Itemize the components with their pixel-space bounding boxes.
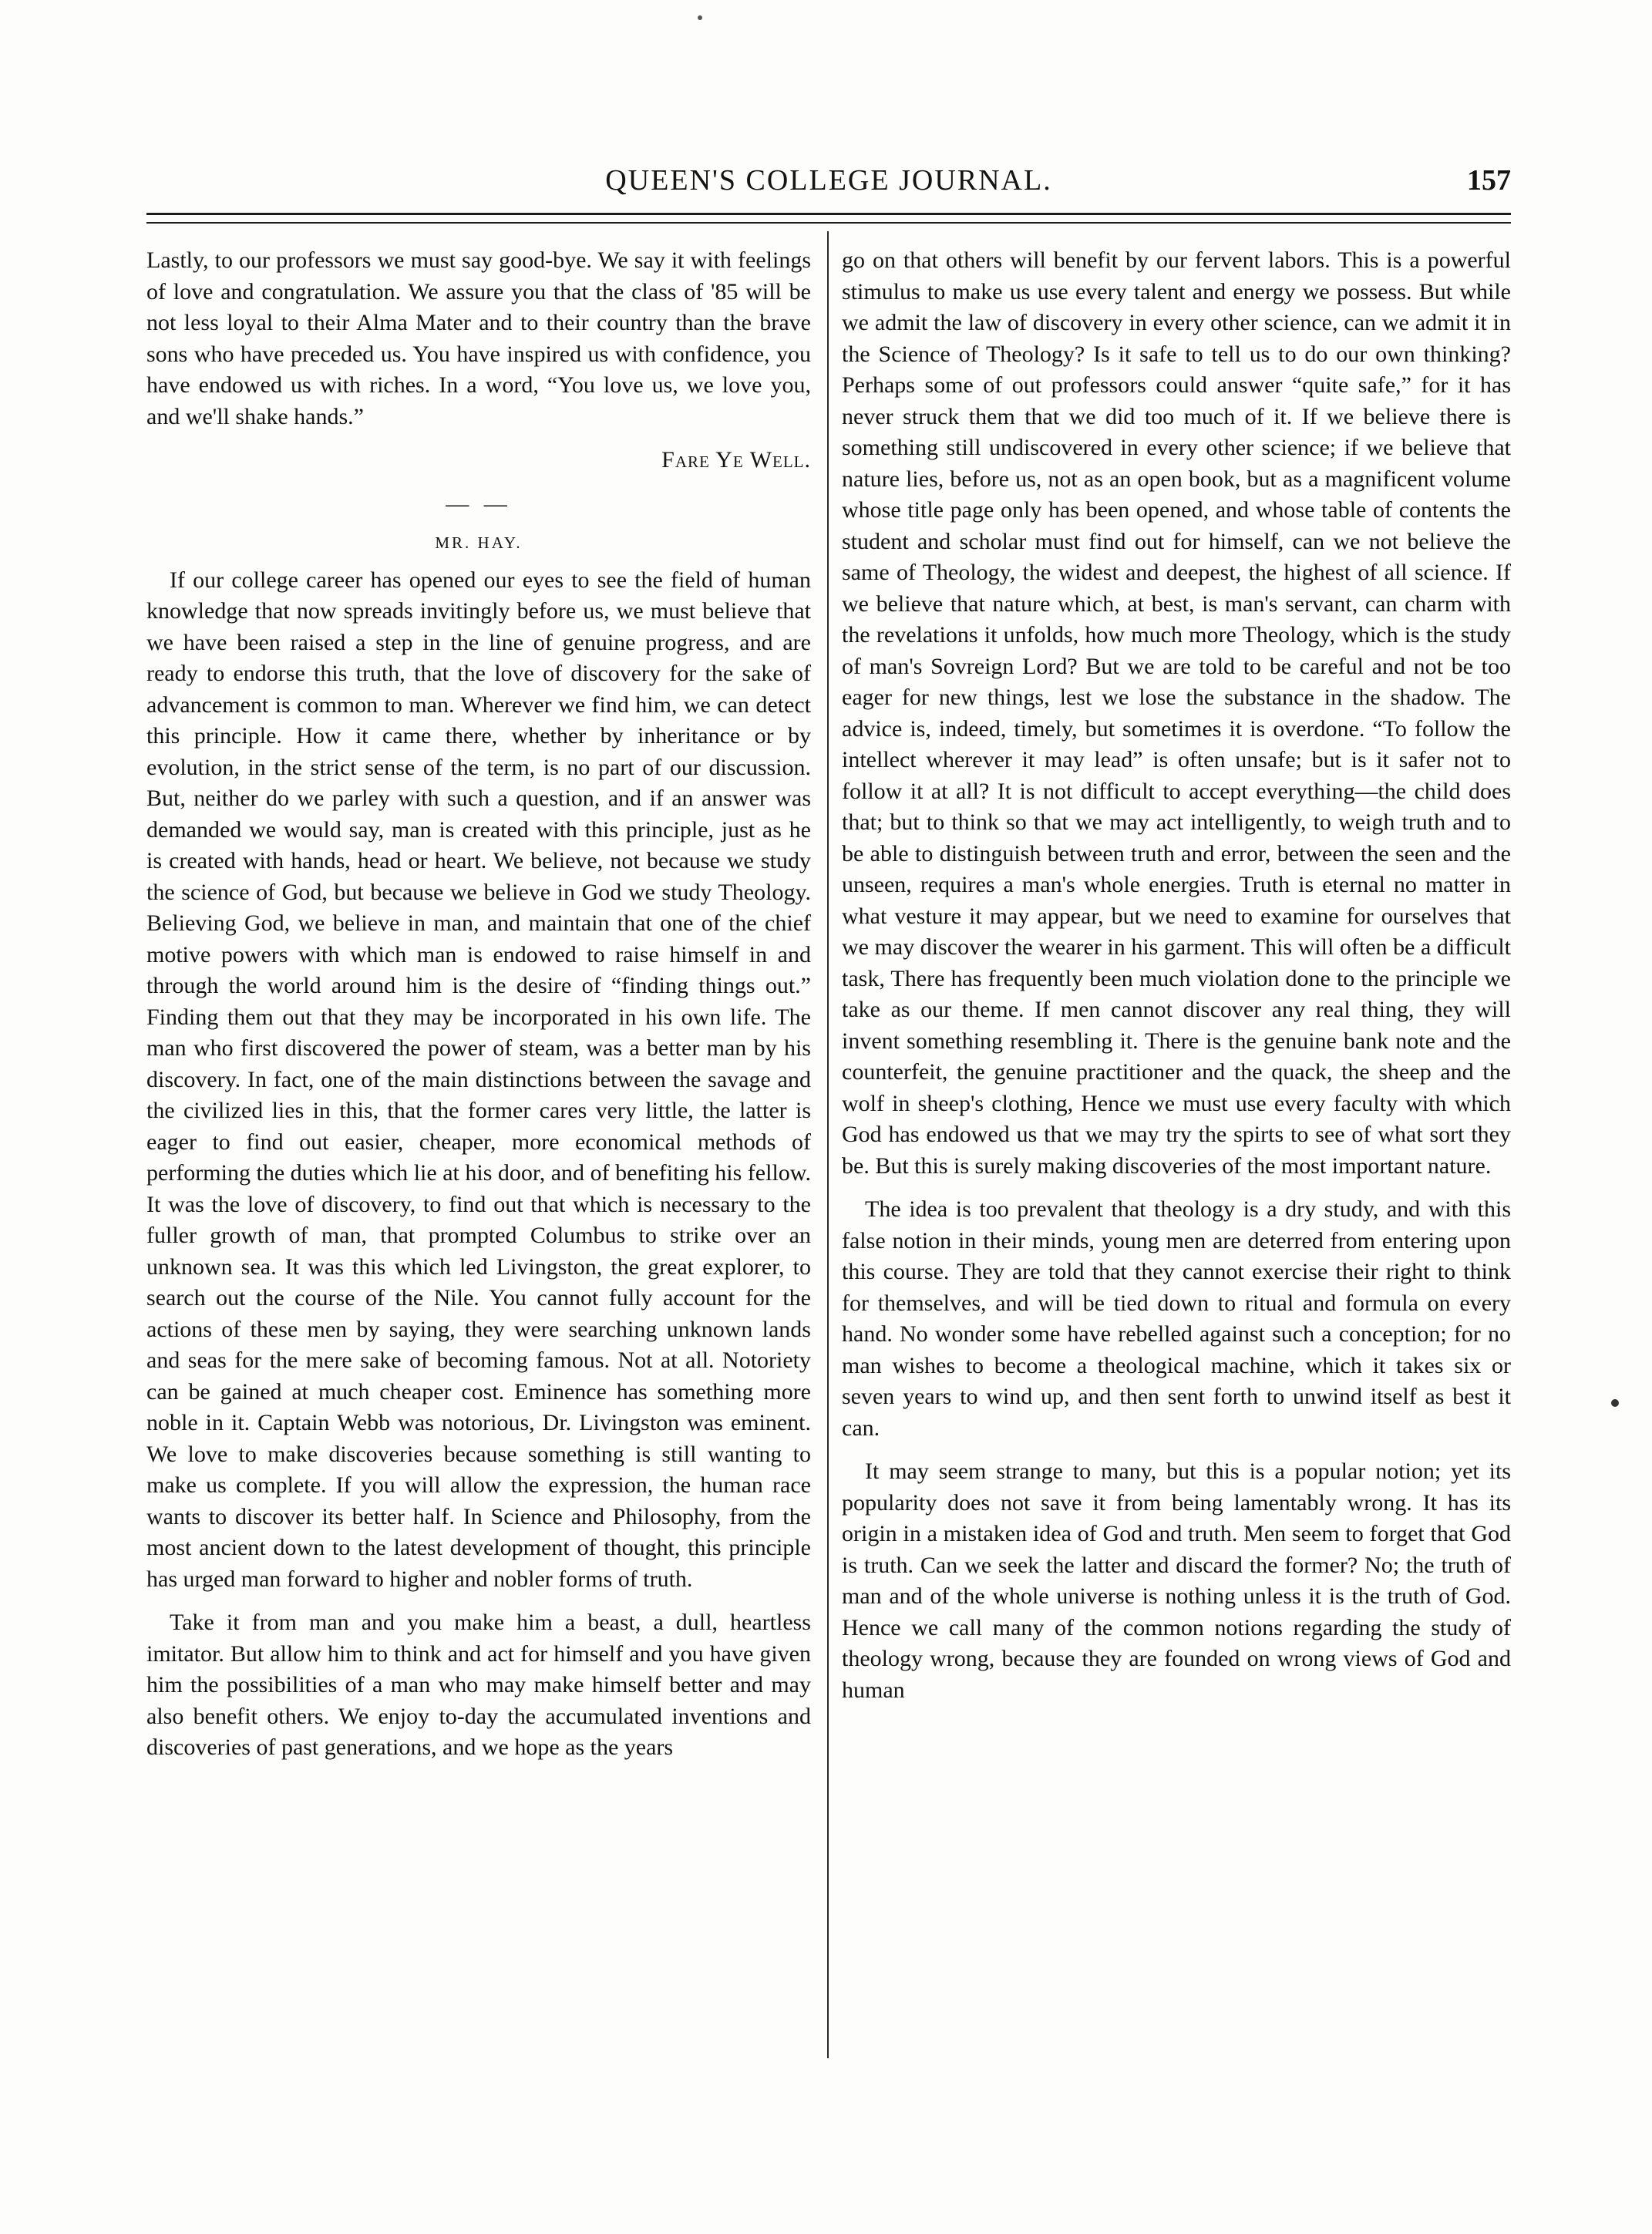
body-paragraph: The idea is too prevalent that theology is a dry study, and with this false notion in their minds, young men are deterred from entering upon this course. They are told that they cannot exercise their right to think for themselves, and will be tied down to ritual and formula on every hand. No wonder some have rebelled against such a conception; for no man wishes to become a theological machine, which it takes six or seven years to wind up, and then sent forth to unwind itself as best it can. — [842, 1196, 1511, 1441]
left-column — [146, 245, 811, 1776]
ink-speck — [1611, 1399, 1619, 1407]
body-paragraph: Take it from man and you make him a beast, a dull, heartless imitator. But allow him to think and act for himself and you have given him the possibilities of a man who may make himself better and may also benefit others. We enjoy to-day the accumulated inventions and discoveries of past generations, and we hope as the years — [146, 1610, 811, 1760]
journal-title: QUEEN'S COLLEGE JOURNAL. — [605, 164, 1052, 197]
ink-speck — [698, 15, 702, 20]
column-divider — [827, 231, 829, 2058]
header-rule-secondary — [146, 222, 1511, 224]
body-paragraph: If our college career has opened our eyes to see the field of human knowledge that now spreads invitingly before us, we must believe that we have been raised a step in the line of genuine progress, and are ready to endorse this truth, that the love of discovery for the sake of advancement is common to man. Wherever we find him, we can detect this principle. How it came there, whether by inheritance or by evolution, in the strict sense of the term, is no part of our discussion. But, neither do we parley with such a question, and if an answer was demanded we would say, man is created with this principle, just as he is created with hands, head or heart. We believe, not because we study the science of God, but because we believe in God we study Theology. Believing God, we believe in man, and maintain that one of the chief motive powers with which man is endowed to raise himself in and through the world around him is the desire of “finding things out.” Finding them out that they may be incorporated in his own life. The man who first discovered the power of steam, was a better man by his discovery. In fact, one of the main distinctions between the savage and the civilized lies in this, that the former cares very little, the latter is eager to find out easier, cheaper, more economical methods of performing the duties which lie at his door, and of benefiting his fellow. It was the love of discovery, to find out that which is necessary to the fuller growth of man, that prompted Columbus to strike over an unknown sea. It was this which led Livingston, the great explorer, to search out the course of the Nile. You cannot fully account for the actions of these men by saying, they were searching unknown lands and seas for the mere sake of becoming famous. Not at all. Notoriety can be gained at much cheaper cost. Eminence has something more noble in it. Captain Webb was notorious, Dr. Livingston was eminent. We love to make discoveries because something is still wanting to make us complete. If you will allow the expression, the human race wants to discover its better half. In Science and Philosophy, from the most ancient down to the latest development of thought, this principle has urged man forward to higher and nobler forms of truth. — [146, 567, 811, 1592]
body-paragraph: It may seem strange to many, but this is a popular notion; yet its popularity does not save it from being lamentably wrong. It has its origin in a mistaken idea of God and truth. Men seem to forget that God is truth. Can we seek the latter and discard the former? No; the truth of man and of the whole universe is nothing unless it is the truth of God. Hence we call many of the common notions regarding the study of theology wrong, because they are founded on wrong views of God and human — [842, 1458, 1511, 1703]
page-number: 157 — [1467, 164, 1511, 197]
header-rule — [146, 213, 1511, 215]
right-column — [842, 245, 1511, 1718]
farewell-paragraph: Lastly, to our professors we must say good-bye. We say it with feelings of love and congratulation. We assure you that the class of '85 will be not less loyal to their Alma Mater and to their country than the brave sons who have preceded us. You have inspired us with confidence, you have endowed us with riches. In a word, “You love us, we love you, and we'll shake hands.” — [146, 247, 811, 429]
section-heading: MR. HAY. — [435, 533, 523, 552]
signature: Fare Ye Well. — [661, 447, 811, 473]
section-separator: — — — [446, 490, 512, 516]
body-paragraph: go on that others will benefit by our fervent labors. This is a powerful stimulus to make us use every talent and energy we possess. But while we admit the law of discovery in every other science, can we admit it in the Science of Theology? Is it safe to tell us to do our own thinking? Perhaps some of out professors could answer “quite safe,” for it has never struck them that we did too much of it. If we believe there is something still undiscovered in every other science; if we believe that nature lies, before us, not as an open book, but as a magnificent volume whose title page only has been opened, and whose table of contents the student and scholar must find out for himself, can we not believe the same of Theology, the widest and deepest, the highest of all science. If we believe that nature which, at best, is man's servant, can charm with the revelations it unfolds, how much more Theology, which is the study of man's Sovreign Lord? But we are told to be careful and not be too eager for new things, lest we lose the substance in the shadow. The advice is, indeed, timely, but sometimes it is overdone. “To follow the intellect wherever it may lead” is often unsafe; but is it safer not to follow it at all? It is not difficult to accept everything—the child does that; but to think so that we may act intelligently, to weigh truth and to be able to distinguish between truth and error, between the seen and the unseen, requires a man's whole energies. Truth is eternal no matter in what vesture it may appear, but we need to examine for ourselves that we may discover the wearer in his garment. This will often be a difficult task, There has frequently been much violation done to the principle we take as our theme. If men cannot discover any real thing, they will invent something resembling it. There is the genuine bank note and the counterfeit, the genuine practitioner and the quack, the sheep and the wolf in sheep's clothing, Hence we must use every faculty with which God has endowed us that we may try the spirts to see of what sort they be. But this is surely making discoveries of the most important nature. — [842, 247, 1511, 1179]
page-header — [146, 163, 1511, 210]
